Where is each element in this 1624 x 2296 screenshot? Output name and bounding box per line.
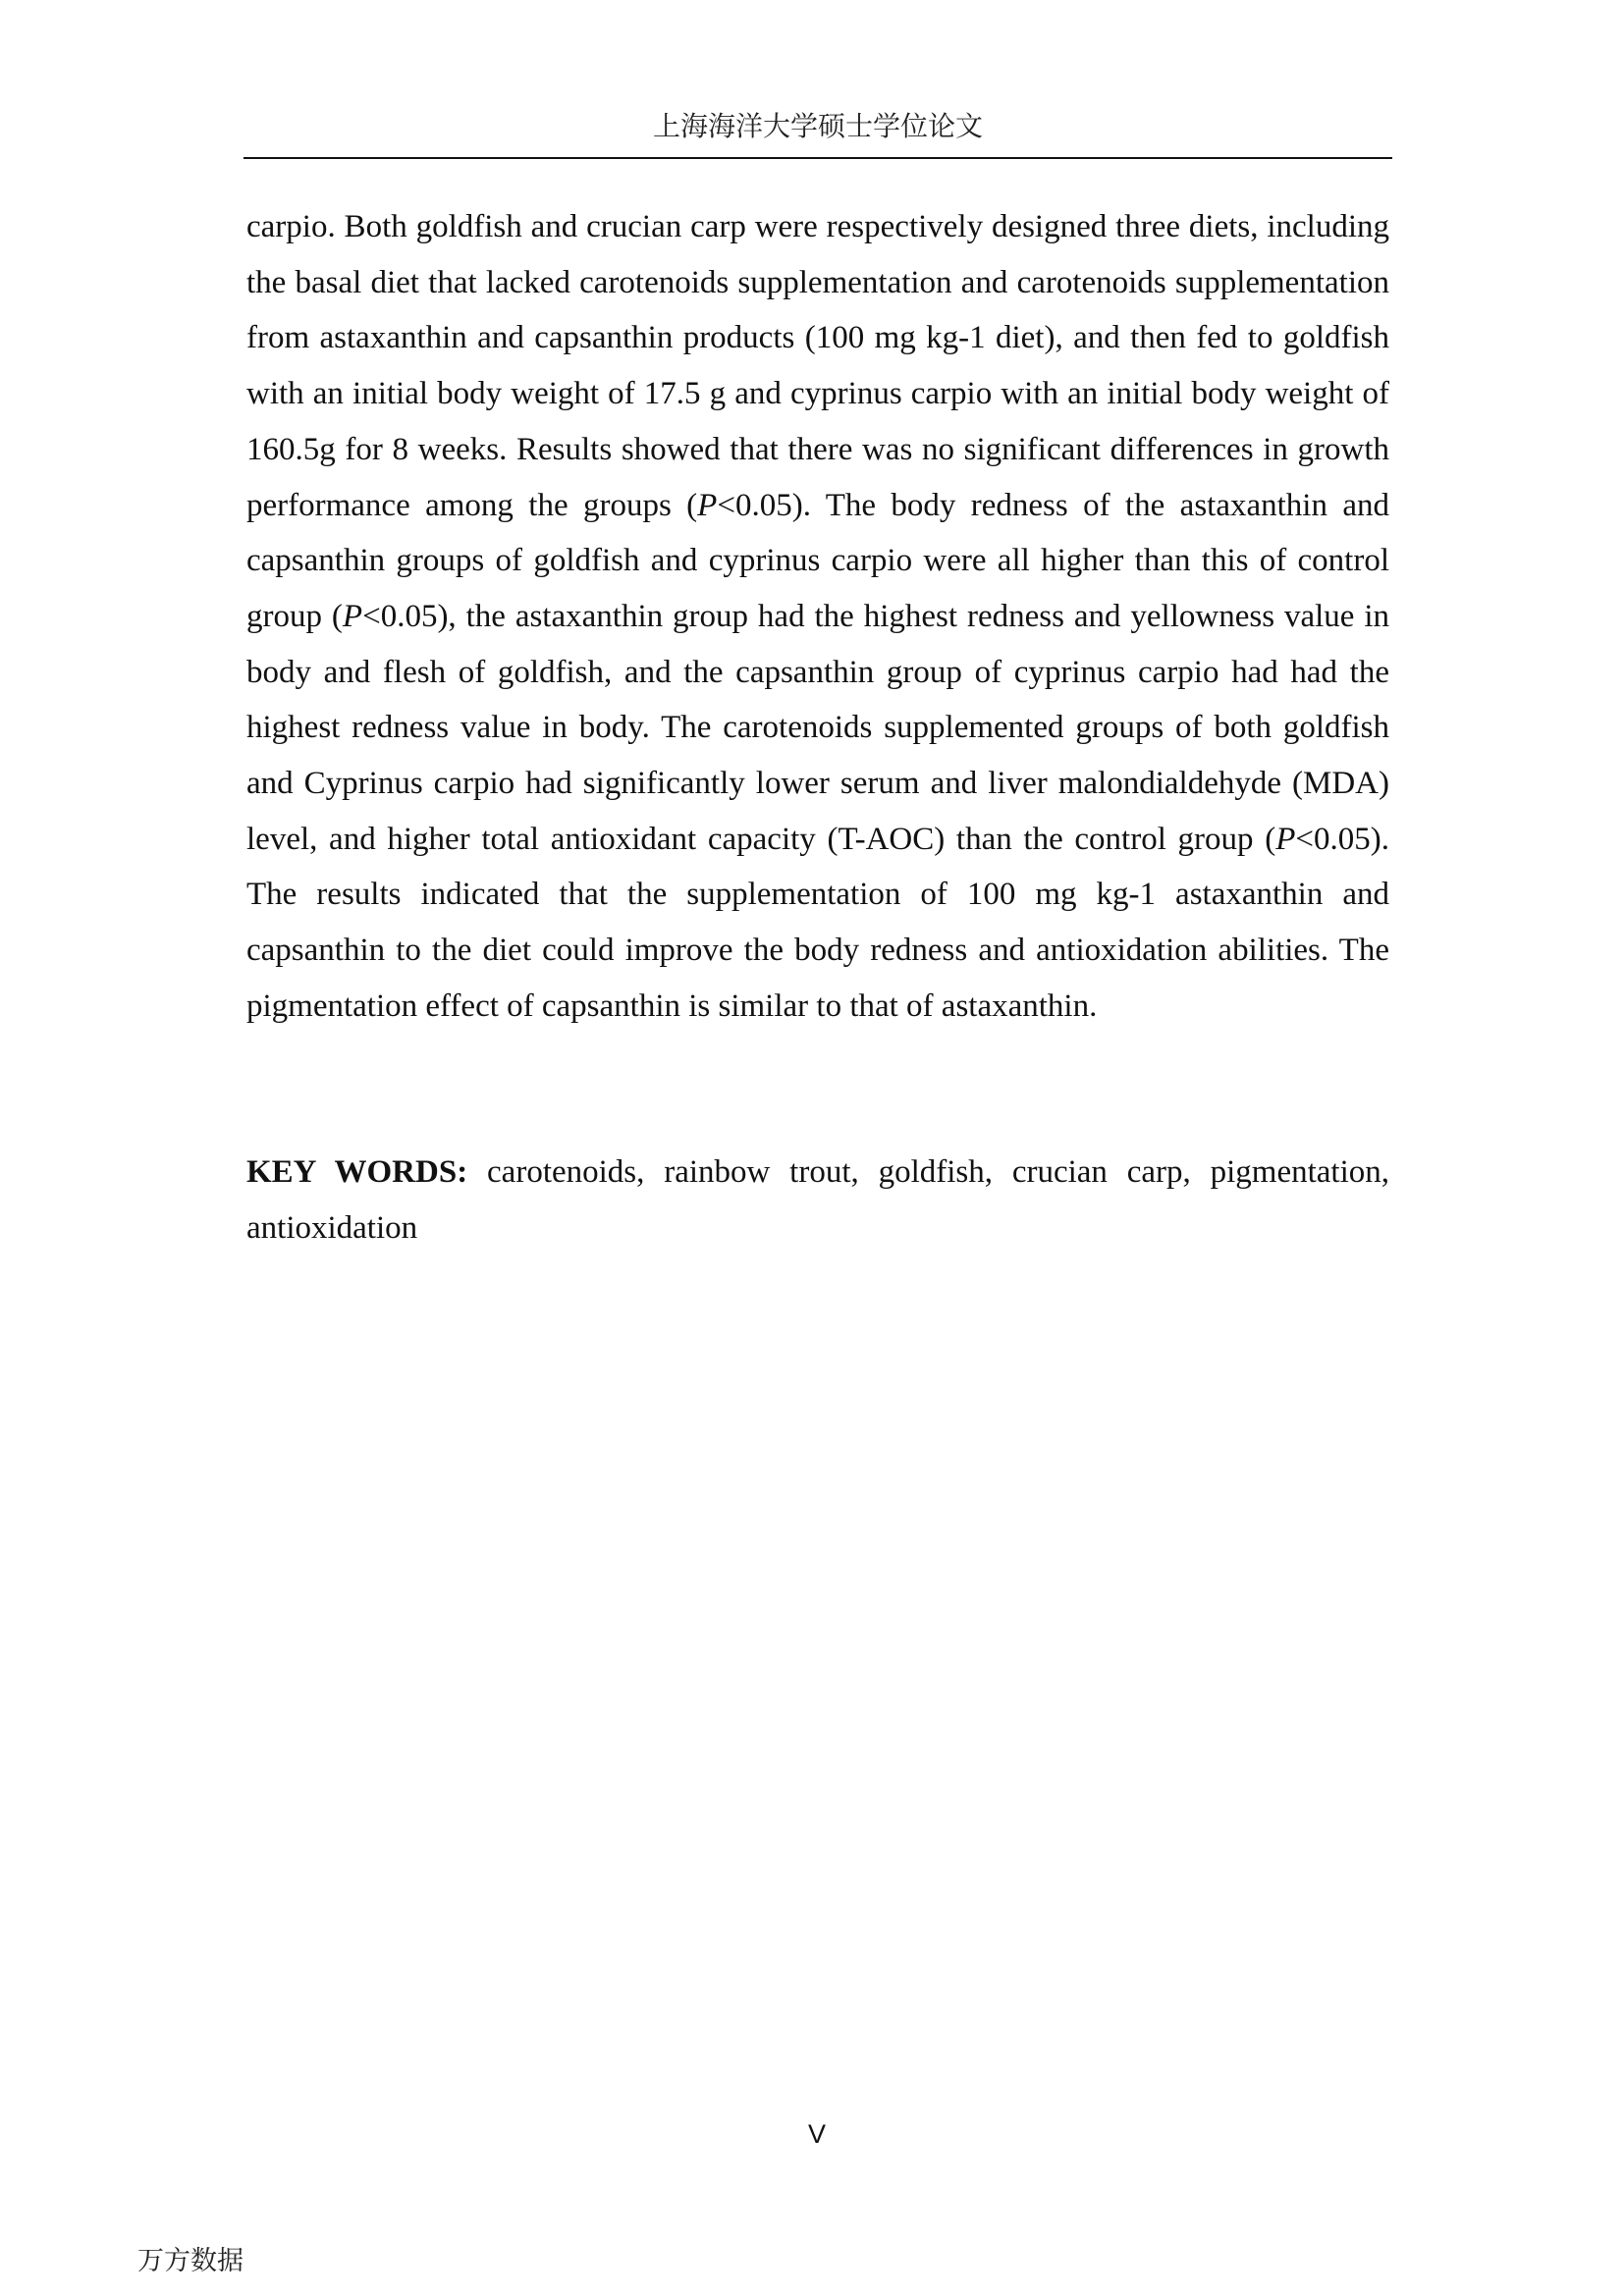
page-number: V	[807, 2119, 826, 2149]
watermark-text: 万方数据	[137, 2246, 244, 2276]
header-divider	[244, 157, 1392, 159]
keywords-paragraph	[246, 1145, 1389, 1255]
abstract-paragraph	[246, 199, 1389, 1035]
running-header: 上海海洋大学硕士学位论文	[652, 112, 983, 142]
p-value-symbol: P	[1275, 821, 1296, 857]
p-value-symbol: P	[697, 487, 718, 523]
abstract-text-4: <0.05). The results indicated that the supplementation of 100 mg kg-1 astaxanthin and capsanthin to the diet could improve the body redness and antioxidation abilities. The pigmentation effect of capsanthin is similar to that of astaxanthin.	[246, 821, 1389, 1024]
keywords-label: KEY WORDS:	[246, 1154, 468, 1190]
keywords-list: carotenoids, rainbow trout, goldfish, crucian carp, pigmentation, antioxidation	[246, 1154, 1389, 1246]
abstract-text-2: <0.05). The body redness of the astaxanthin and capsanthin groups of goldfish and cyprinus carpio were all higher than this of control group (	[246, 487, 1389, 634]
abstract-text-3: <0.05), the astaxanthin group had the highest redness and yellowness value in body and flesh of goldfish, and the capsanthin group of cyprinus carpio had had the highest redness value in body. The carotenoids supplemented groups of both goldfish and Cyprinus carpio had significantly lower serum and liver malondialdehyde (MDA) level, and higher total antioxidant capacity (T-AOC) than the control group (	[246, 598, 1390, 857]
abstract-text-1: carpio. Both goldfish and crucian carp were respectively designed three diets, including the basal diet that lacked carotenoids supplementation and carotenoids supplementation from astaxanthin and capsanthin products (100 mg kg-1 diet), and then fed to goldfish with an initial body weight of 17.5 g and cyprinus carpio with an initial body weight of 160.5g for 8 weeks. Results showed that there was no significant differences in growth performance among the groups (	[246, 209, 1389, 523]
p-value-symbol: P	[342, 598, 363, 634]
